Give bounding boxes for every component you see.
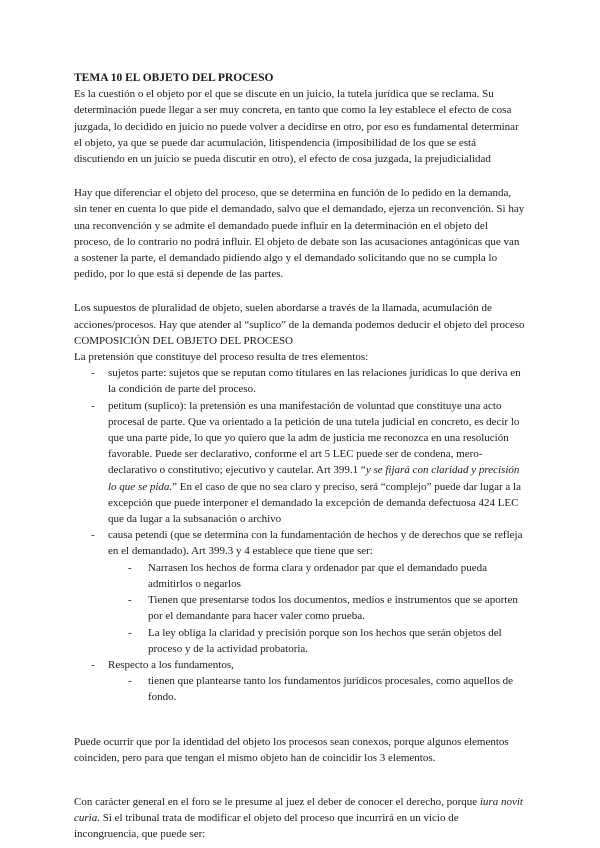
paragraph-conexion: Puede ocurrir que por la identidad del objeto los procesos sean conexos, porque algunos elementos coinciden, pero para que tengan el mismo objeto han de coincidir los 3 elementos. <box>74 735 509 764</box>
composition-intro: La pretensión que constituye del proceso resulta de tres elementos: <box>74 351 369 364</box>
paragraph-definition: Es la cuestión o el objeto por el que se discute en un juicio, la tutela jurídica que se reclama. Su determinación puede llegar a ser muy concreta, en tanto que como la ley establece el efecto de cosa juzgada, lo decidido en juicio no puede volver a decidirse en otro, por eso es fundamental determinar el objeto, ya que se puede dar acumulación, litispendencia (imposibilidad de los que se está discutiendo en un juicio se pueda discutir en otro), el efecto de cosa juzgada, la prejudicialidad <box>74 88 519 166</box>
spacer <box>74 167 526 185</box>
sublist-item <box>128 560 526 592</box>
dash-bullet: - <box>91 399 95 412</box>
list-item-causa-petendi <box>74 527 526 657</box>
sublist-item <box>128 592 526 624</box>
item-text: sujetos parte: sujetos que se reputan como titulares en las relaciones jurídicas lo que deriva en la condición de parte del proceso. <box>108 367 521 396</box>
document-page <box>74 70 526 843</box>
item-text: causa petendi (que se determina con la fundamentación de hechos y de derechos que se refleja en el demandado). Art 399.3 y 4 establece que tiene que ser: <box>108 529 523 558</box>
p5-latin-phrase: iura novit curia. <box>74 795 523 825</box>
spacer <box>74 766 526 794</box>
paragraph-objeto-vs-debate: Hay que diferenciar el objeto del proceso, que se determina en función de lo pedido en la demanda, sin tener en cuenta lo que pide el demandado, salvo que el demandado, ejerza un reconvención. Si hay una reconvención y se admite el demandado puede influir en la determinación en el objeto del proceso, de lo contrario no podrá influir. El objeto de debate son las acusaciones antagónicas que van a sostener la parte, el demandado pidiendo algo y el demandado solicitando que no se cumpla lo pedido, por lo que está si depende de las partes. <box>74 187 525 281</box>
dash-bullet: - <box>128 675 132 688</box>
sublist-item <box>128 625 526 657</box>
document-title: TEMA 10 EL OBJETO DEL PROCESO <box>74 72 274 84</box>
dash-bullet: - <box>91 529 95 542</box>
paragraph-pluralidad: Los supuestos de pluralidad de objeto, suelen abordarse a través de la llamada, acumulación de acciones/procesos. Hay que atender al “suplico” de la demanda podemos deducir el objeto del proceso <box>74 302 525 331</box>
dash-bullet: - <box>128 626 132 639</box>
p5-text-continued: Si el tribunal trata de modificar el objeto del proceso que incurrirá en un vicio de incongruencia, que puede ser: <box>74 812 459 841</box>
item-text: petitum (suplico): la pretensión es una manifestación de voluntad que constituye una acto procesal de parte. Que va orientado a la petición de una tutela judicial en concreto, es decir lo que una parte pide, lo que yo quiero que la adm de justicia me reconozca en una resolución favorable. Puede ser declarativo, conforme el art 5 LEC puede ser de condena, mero-declarativo o constitutivo; ejecutivo y cautelar. Art 399.1 “ <box>108 399 520 477</box>
list-item-petitum <box>74 398 526 528</box>
dash-bullet: - <box>91 367 95 380</box>
item-text-continued: ” En el caso de que no sea claro y preciso, será “complejo” puede dar lugar a la excepción que puede interponer el demandado la excepción de demanda defectuosa 424 LEC que da lugar a la subsanación o archivo <box>108 480 521 526</box>
spacer <box>74 706 526 734</box>
spacer <box>74 282 526 300</box>
p5-text: Con carácter general en el foro se le presume al juez el deber de conocer el derecho, porque <box>74 795 480 808</box>
fundamentos-sublist <box>108 673 526 705</box>
causa-sublist <box>108 560 526 657</box>
sub-item-text: La ley obliga la claridad y precisión porque son los hechos que serán objetos del proceso y de la actividad probatoria. <box>148 626 502 655</box>
list-item-fundamentos <box>74 657 526 706</box>
dash-bullet: - <box>128 561 132 574</box>
sub-item-text: Tienen que presentarse todos los documentos, medios e instrumentos que se aporten por el demandante para hacer valer como prueba. <box>148 594 518 623</box>
section-heading: COMPOSICIÓN DEL OBJETO DEL PROCESO <box>74 334 294 347</box>
item-quote: y se fijará con claridad y precisión lo que se pida. <box>108 464 520 493</box>
list-item-sujetos <box>74 365 526 397</box>
item-text: Respecto a los fundamentos, <box>108 658 234 671</box>
sublist-item <box>128 673 526 705</box>
elements-list <box>74 365 526 705</box>
dash-bullet: - <box>91 658 95 671</box>
paragraph-iura-novit-curia <box>74 794 526 843</box>
dash-bullet: - <box>128 594 132 607</box>
sub-item-text: tienen que plantearse tanto los fundamentos jurídicos procesales, como aquellos de fondo. <box>148 675 514 704</box>
sub-item-text: Narrasen los hechos de forma clara y ordenador par que el demandado pueda admitirlos o negarlos <box>148 561 488 590</box>
